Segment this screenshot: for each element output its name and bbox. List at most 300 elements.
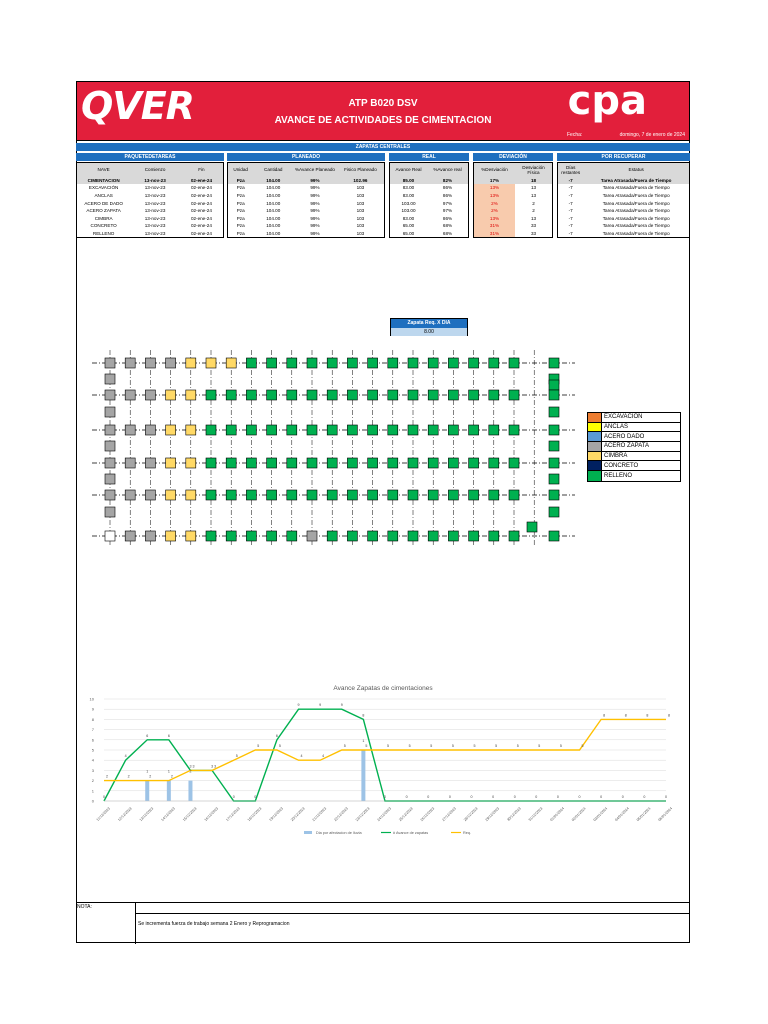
- data-label: 5: [430, 744, 433, 748]
- y-tick-label: 4: [91, 757, 94, 763]
- data-label: 9: [319, 703, 322, 708]
- table-cell: EXCAVACIÓN: [88, 185, 119, 191]
- data-label: 3: [189, 764, 192, 769]
- legend-swatch: [588, 432, 602, 441]
- table-cell: 103: [356, 230, 365, 236]
- legend-swatch: [588, 442, 602, 451]
- zapata-cell: [145, 458, 155, 468]
- zapata-cell: [145, 531, 155, 541]
- zapata-cell: [307, 490, 317, 500]
- zapata-cell: [489, 358, 499, 368]
- zapata-cell: [105, 358, 115, 368]
- zapata-cell: [105, 474, 115, 484]
- x-tick-label: 06/01/2024: [657, 806, 674, 823]
- table-cell: 102.96: [337, 177, 385, 185]
- x-tick-label: 16/12/2023: [203, 806, 220, 823]
- zapata-cell: [549, 507, 559, 517]
- table-cell: 13-nov-23: [144, 208, 166, 214]
- bar-mark: [145, 781, 149, 801]
- zapata-cell: [125, 358, 135, 368]
- x-tick-label: 14/12/2023: [160, 806, 176, 823]
- zapata-cell: [448, 490, 458, 500]
- table-cell: 85.00: [390, 177, 427, 185]
- data-label: 4: [124, 754, 127, 759]
- zapata-cell: [287, 490, 297, 500]
- table-cell: 02-ene-24: [190, 230, 212, 236]
- data-label: 2: [170, 774, 173, 779]
- x-tick-label: 23/12/2023: [354, 806, 371, 823]
- table-cell: RELLENO: [92, 230, 115, 236]
- table-cell: 2%: [474, 207, 516, 215]
- zapata-cell: [186, 490, 196, 500]
- zapata-cell: [368, 458, 378, 468]
- table-cell: 99%: [310, 200, 320, 206]
- cpa-logo: cpa: [567, 78, 647, 124]
- zapata-req-value: 8.00: [391, 328, 467, 336]
- zapata-cell: [226, 425, 236, 435]
- y-tick-label: 9: [91, 706, 94, 712]
- legend-swatch: [588, 423, 602, 432]
- data-label: 1: [146, 769, 149, 774]
- zapata-cell: [327, 425, 337, 435]
- y-tick-label: 3: [91, 767, 94, 773]
- table-cell: ACERO DE DADO: [84, 200, 123, 206]
- zapata-cell: [368, 390, 378, 400]
- zapata-cell: [509, 490, 519, 500]
- zapata-cell: [287, 531, 297, 541]
- zapata-cell: [145, 358, 155, 368]
- table-cell: 99%: [310, 192, 320, 198]
- table-cell: 13%: [474, 192, 516, 200]
- table-cell: Tarea Atrasada/Fuera de Tiempo: [602, 185, 670, 191]
- zapata-cell: [105, 531, 115, 541]
- zapata-cell: [267, 458, 277, 468]
- x-tick-label: 01/01/2024: [549, 806, 565, 823]
- y-tick-label: 7: [91, 727, 94, 733]
- notes-label: NOTA:: [76, 903, 136, 944]
- data-label: 0: [665, 795, 667, 799]
- table-cell: Tarea Atrasada/Fuera de Tiempo: [583, 177, 689, 185]
- legend-item: [588, 423, 680, 433]
- column-header: %Avance Planeado: [293, 163, 337, 177]
- data-label: 0: [643, 795, 646, 799]
- data-label: 3: [192, 764, 195, 769]
- column-header: NAVE: [77, 163, 131, 177]
- x-tick-label: 26/12/2023: [419, 806, 436, 823]
- zapata-cell: [206, 358, 216, 368]
- table-cell: 97%: [442, 208, 453, 214]
- zapata-cell: [287, 358, 297, 368]
- zapata-cell: [145, 425, 155, 435]
- zapata-cell: [105, 507, 115, 517]
- x-tick-label: 04/01/2024: [614, 806, 630, 823]
- zapata-cell: [509, 425, 519, 435]
- date-value: domingo, 7 de enero de 2024: [619, 132, 685, 138]
- zapata-cell: [105, 425, 115, 435]
- legend-label: RELLENO: [604, 472, 633, 479]
- zapata-cell: [549, 458, 559, 468]
- y-tick-label: 5: [91, 747, 94, 753]
- x-tick-label: 17/12/2023: [225, 806, 241, 823]
- table-cell: 86%: [442, 215, 453, 221]
- zapata-cell: [388, 425, 398, 435]
- zapata-cell: [469, 458, 479, 468]
- x-tick-label: 22/12/2023: [333, 806, 349, 823]
- data-label: 0: [232, 795, 235, 799]
- zapata-cell: [509, 531, 519, 541]
- table-cell: 2: [532, 200, 535, 206]
- column-header: Días restantes: [558, 163, 584, 177]
- table-cell: 83.00: [402, 185, 415, 191]
- data-label: 0: [103, 795, 105, 799]
- legend-swatch: [588, 461, 602, 470]
- qver-logo: QVER: [81, 84, 194, 128]
- x-tick-label: 24/12/2023: [376, 806, 393, 823]
- x-tick-label: 20/12/2023: [290, 806, 306, 823]
- zapata-cell: [448, 425, 458, 435]
- data-label: 0: [405, 795, 408, 799]
- zapata-cell: [388, 531, 398, 541]
- table-cell: 103: [356, 192, 365, 198]
- legend-label: CONCRETO: [604, 462, 639, 469]
- table-cell: 83.00: [402, 192, 415, 198]
- table-cell: 65.00: [402, 223, 415, 229]
- table-cell: 86%: [442, 185, 453, 191]
- zapata-cell: [105, 390, 115, 400]
- table-cell: Tarea Atrasada/Fuera de Tiempo: [602, 192, 670, 198]
- data-label: 5: [451, 744, 454, 748]
- data-label: 5: [473, 744, 476, 748]
- table-cell: 97%: [442, 200, 453, 206]
- table-cell: CIMBRA: [94, 215, 113, 221]
- x-tick-label: 19/12/2023: [268, 806, 284, 823]
- table-cell: 86%: [442, 192, 453, 198]
- zapata-cell: [105, 374, 115, 384]
- zapata-cell: [469, 490, 479, 500]
- table-cell: Pza: [228, 177, 254, 185]
- data-label: 9: [297, 703, 300, 708]
- zapata-cell: [226, 531, 236, 541]
- x-tick-label: 13/12/2023: [138, 806, 155, 823]
- table-cell: 104.00: [266, 192, 281, 198]
- zapata-cell: [125, 458, 135, 468]
- zapata-cell: [105, 458, 115, 468]
- data-label: 2: [127, 774, 130, 779]
- zapata-req-label: Zapata Req. X DIA: [391, 319, 467, 328]
- table-cell: 103: [356, 208, 365, 214]
- column-header: %Avance real: [427, 163, 469, 177]
- notes-header-cell: [136, 903, 690, 913]
- group-desviacion: DEVIACIÓN: [473, 153, 553, 161]
- column-header: Unidad: [228, 163, 254, 177]
- data-label: 0: [427, 795, 430, 799]
- zapata-cell: [408, 490, 418, 500]
- zapata-cell: [388, 458, 398, 468]
- table-cell: 103.00: [401, 208, 416, 214]
- zapata-cell: [206, 490, 216, 500]
- data-label: 0: [448, 795, 451, 799]
- zapata-cell: [549, 425, 559, 435]
- data-label: 3: [214, 764, 217, 769]
- zapata-cell: [347, 358, 357, 368]
- table-cell: 104.00: [266, 200, 281, 206]
- data-label: 3: [211, 764, 214, 769]
- data-label: 5: [365, 744, 368, 748]
- progress-chart: [76, 678, 690, 848]
- table-cell: -7: [568, 215, 573, 221]
- data-label: 8: [362, 713, 365, 718]
- table-cell: 65.00: [402, 230, 415, 236]
- legend-swatch: [588, 471, 602, 481]
- zapata-cell: [206, 458, 216, 468]
- data-label: 5: [278, 744, 281, 748]
- data-label: 0: [578, 795, 581, 799]
- zapata-cell: [469, 531, 479, 541]
- column-header: Desviación Física: [515, 163, 553, 177]
- y-tick-label: 10: [89, 696, 94, 702]
- table-cell: 18: [515, 177, 553, 185]
- table-cell: Pza: [236, 208, 245, 214]
- bar-mark: [188, 781, 192, 801]
- legend-label: ACERO DADO: [604, 433, 645, 440]
- chart-title: Avance Zapatas de cimentaciones: [333, 685, 433, 692]
- zapata-cell: [105, 441, 115, 451]
- zapata-cell: [347, 425, 357, 435]
- zapata-cell: [368, 425, 378, 435]
- y-tick-label: 2: [91, 778, 94, 784]
- zapata-cell: [246, 425, 256, 435]
- data-label: 5: [495, 744, 498, 748]
- chart-legend-label: Dia por afectacion de lluvia: [316, 831, 362, 835]
- data-label: 0: [621, 795, 624, 799]
- column-header: Cantidad: [253, 163, 293, 177]
- zapata-cell: [327, 490, 337, 500]
- zapata-cell: [145, 390, 155, 400]
- legend-label: ACERO ZAPATA: [604, 443, 650, 450]
- table-cell: 13-nov-23: [144, 230, 166, 236]
- data-label: 8: [603, 713, 606, 718]
- zapata-cell: [448, 390, 458, 400]
- zapata-cell: [428, 390, 438, 400]
- zapata-cell: [549, 380, 559, 390]
- zapata-cell: [246, 458, 256, 468]
- zapata-cell: [489, 531, 499, 541]
- zapata-cell: [307, 358, 317, 368]
- data-label: 2: [149, 774, 152, 779]
- x-tick-label: 03/01/2024: [592, 806, 609, 823]
- zapata-cell: [206, 531, 216, 541]
- table-cell: 2: [532, 208, 535, 214]
- table-cell: 99%: [293, 177, 337, 185]
- status-legend: [587, 412, 681, 482]
- table-cell: 82%: [427, 177, 469, 185]
- zapata-cell: [186, 531, 196, 541]
- table-cell: Tarea Atrasada/Fuera de Tiempo: [602, 208, 670, 214]
- zapata-cell: [489, 458, 499, 468]
- table-cell: Pza: [236, 230, 245, 236]
- x-tick-label: 18/12/2023: [246, 806, 263, 823]
- table-cell: 103: [356, 223, 365, 229]
- data-label: 6: [146, 733, 149, 738]
- section-title: ZAPATAS CENTRALES: [76, 143, 690, 151]
- data-label: 8: [624, 713, 627, 718]
- legend-item: [588, 442, 680, 452]
- zapata-cell: [267, 531, 277, 541]
- table-cell: 33: [530, 223, 537, 229]
- zapata-cell: [166, 490, 176, 500]
- date-label: Fecha:: [567, 132, 583, 138]
- data-label: 5: [343, 744, 346, 748]
- legend-item: [588, 432, 680, 442]
- zapata-cell: [307, 531, 317, 541]
- data-label: 0: [470, 795, 473, 799]
- zapata-cell: [408, 458, 418, 468]
- zapata-cell: [527, 522, 537, 532]
- zapata-cell: [549, 474, 559, 484]
- data-label: 0: [254, 795, 257, 799]
- legend-item: [588, 452, 680, 462]
- zapata-cell: [549, 490, 559, 500]
- zapata-cell: [166, 458, 176, 468]
- table-cell: 17%: [474, 177, 516, 185]
- column-header: Estatus: [583, 163, 689, 177]
- zapata-cell: [549, 390, 559, 400]
- table-cell: 02-ene-24: [190, 223, 212, 229]
- table-cell: 104.00: [266, 230, 281, 236]
- table-cell: 33: [530, 230, 537, 236]
- zapata-cell: [448, 531, 458, 541]
- zapata-cell: [267, 425, 277, 435]
- table-cell: 13-nov-23: [130, 177, 180, 185]
- group-recuperar: POR RECUPERAR: [557, 153, 690, 161]
- zapata-cell: [267, 390, 277, 400]
- x-tick-label: 29/12/2023: [484, 806, 501, 823]
- zapata-cell: [327, 458, 337, 468]
- data-label: 1: [167, 769, 170, 774]
- table-cell: CONCRETO: [90, 223, 117, 229]
- zapata-cell: [307, 390, 317, 400]
- zapata-cell: [408, 531, 418, 541]
- table-cell: 13-nov-23: [144, 192, 166, 198]
- data-label: 0: [492, 795, 495, 799]
- table-cell: 13%: [474, 214, 516, 222]
- table-cell: -7: [558, 177, 584, 185]
- zapata-cell: [428, 490, 438, 500]
- zapata-cell: [186, 458, 196, 468]
- zapata-cell: [105, 490, 115, 500]
- zapata-cell: [549, 441, 559, 451]
- zapata-cell: [307, 425, 317, 435]
- zapata-cell: [226, 490, 236, 500]
- data-label: 2: [106, 774, 108, 779]
- table-cell: -7: [568, 185, 573, 191]
- zapata-cell: [287, 425, 297, 435]
- table-cell: Tarea Atrasada/Fuera de Tiempo: [602, 200, 670, 206]
- column-header: Fin: [180, 163, 224, 177]
- report-title: AVANCE DE ACTIVIDADES DE CIMENTACION: [274, 115, 492, 126]
- table-cell: Tarea Atrasada/Fuera de Tiempo: [602, 223, 670, 229]
- legend-swatch: [588, 413, 602, 422]
- table-cell: 2%: [474, 199, 516, 207]
- table-cell: 68%: [442, 223, 453, 229]
- table-cell: 103: [356, 200, 365, 206]
- notes-text: Se incrementa fuerza de trabajo semana 2 Enero y Reprogramacion: [136, 913, 690, 934]
- data-label: 0: [600, 795, 603, 799]
- data-label: 0: [556, 795, 559, 799]
- data-label: 5: [408, 744, 411, 748]
- chart-legend-label: Req.: [463, 831, 472, 835]
- zapata-cell: [226, 458, 236, 468]
- zapata-cell: [267, 490, 277, 500]
- zapata-cell: [549, 358, 559, 368]
- table-cell: 99%: [310, 185, 320, 191]
- column-header: %Desviación: [474, 163, 516, 177]
- data-label: 9: [340, 703, 343, 708]
- data-label: 2: [189, 769, 192, 774]
- data-label: 4: [300, 754, 303, 759]
- data-label: 0: [535, 795, 538, 799]
- table-cell: Pza: [236, 200, 245, 206]
- zapata-cell: [287, 458, 297, 468]
- column-header: Avance Real: [390, 163, 427, 177]
- zapata-cell: [105, 407, 115, 417]
- table-cell: 83.00: [402, 215, 415, 221]
- zapata-cell: [489, 425, 499, 435]
- x-tick-label: 11/12/2023: [95, 806, 111, 822]
- table-cell: 68%: [442, 230, 453, 236]
- zapata-cell: [347, 458, 357, 468]
- table-cell: 99%: [310, 230, 320, 236]
- zapata-cell: [145, 490, 155, 500]
- data-label: 1: [362, 739, 365, 743]
- data-label: 6: [167, 733, 170, 738]
- table-cell: 02-ene-24: [190, 192, 212, 198]
- bar-mark: [361, 750, 365, 801]
- zapata-cell: [368, 490, 378, 500]
- legend-swatch: [588, 452, 602, 461]
- zapata-cell: [125, 425, 135, 435]
- group-planeado: PLANEADO: [227, 153, 385, 161]
- data-label: 6: [275, 733, 278, 738]
- table-cell: 13%: [474, 184, 516, 192]
- zapata-cell: [327, 390, 337, 400]
- zapata-cell: [469, 425, 479, 435]
- zapata-cell: [226, 358, 236, 368]
- data-label: 4: [322, 754, 325, 759]
- data-label: 0: [384, 795, 386, 799]
- zapata-cell: [166, 390, 176, 400]
- table-cell: 13: [530, 192, 537, 198]
- table-cell: Tarea Atrasada/Fuera de Tiempo: [602, 230, 670, 236]
- zapata-cell: [246, 358, 256, 368]
- data-label: 5: [581, 744, 584, 748]
- table-cell: 02-ene-24: [190, 200, 212, 206]
- table-cell: 13-nov-23: [144, 200, 166, 206]
- x-tick-label: 05/01/2024: [635, 806, 652, 823]
- legend-label: EXCAVACIÓN: [604, 414, 643, 421]
- data-label: 8: [668, 713, 670, 718]
- zapata-cell: [166, 425, 176, 435]
- zapata-cell: [509, 390, 519, 400]
- zapata-cell: [469, 358, 479, 368]
- table-cell: 31%: [474, 222, 516, 230]
- bar-mark: [167, 781, 171, 801]
- table-cell: 104.00: [266, 185, 281, 191]
- zapata-cell: [428, 425, 438, 435]
- x-tick-label: 21/12/2023: [311, 806, 328, 823]
- table-cell: 104.00: [266, 208, 281, 214]
- table-cell: 104.00: [266, 215, 281, 221]
